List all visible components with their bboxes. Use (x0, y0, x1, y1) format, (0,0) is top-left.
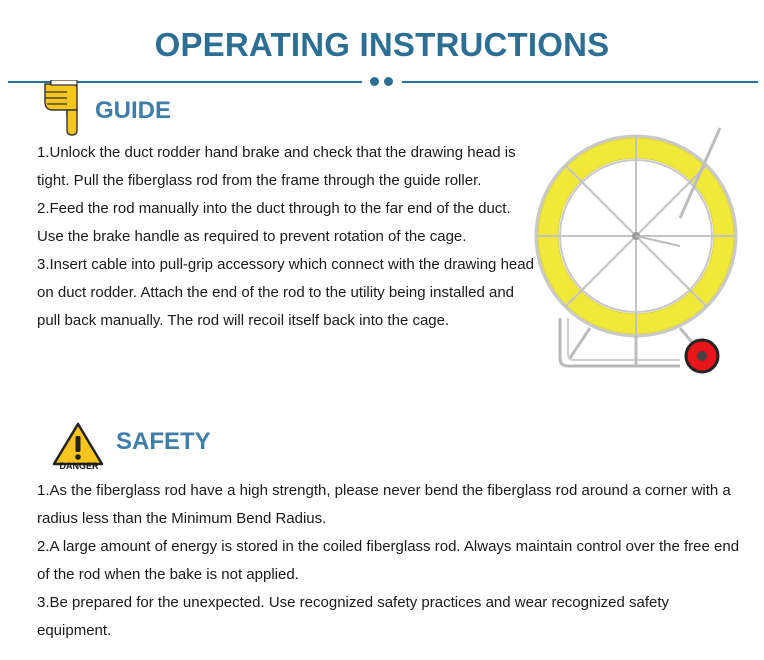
guide-step-1: 1.Unlock the duct rodder hand brake and check that the drawing head is tight. Pull the fiberglass rod from the frame through the guide roller. (37, 144, 516, 189)
guide-heading: GUIDE (95, 97, 172, 124)
divider-dot (384, 77, 393, 86)
danger-label: DANGER (59, 461, 99, 471)
safety-item-3: 3.Be prepared for the unexpected. Use recognized safety practices and wear recognized safety equipment. (37, 594, 670, 639)
guide-instructions (37, 139, 537, 335)
guide-step-3: 3.Insert cable into pull-grip accessory which connect with the drawing head on duct rodder. Attach the end of the rod to the utility being installed and pull back manually. The rod will recoil itself back into the cage. (37, 256, 534, 329)
duct-rodder-image (530, 118, 750, 386)
safety-item-1: 1.As the fiberglass rod have a high strength, please never bend the fiberglass rod around a corner with a radius less than the Minimum Bend Radius. (37, 482, 731, 527)
page-title: OPERATING INSTRUCTIONS (154, 26, 610, 63)
title-divider-right (402, 81, 758, 83)
pointing-hand-icon (43, 80, 85, 136)
divider-dot (370, 77, 379, 86)
safety-heading: SAFETY (116, 428, 211, 455)
guide-step-2: 2.Feed the rod manually into the duct through to the far end of the duct. Use the brake handle as required to prevent rotation of the cage. (37, 200, 511, 245)
safety-instructions (37, 477, 747, 645)
safety-item-2: 2.A large amount of energy is stored in the coiled fiberglass rod. Always maintain control over the free end of the rod when the bake is not applied. (37, 538, 740, 583)
